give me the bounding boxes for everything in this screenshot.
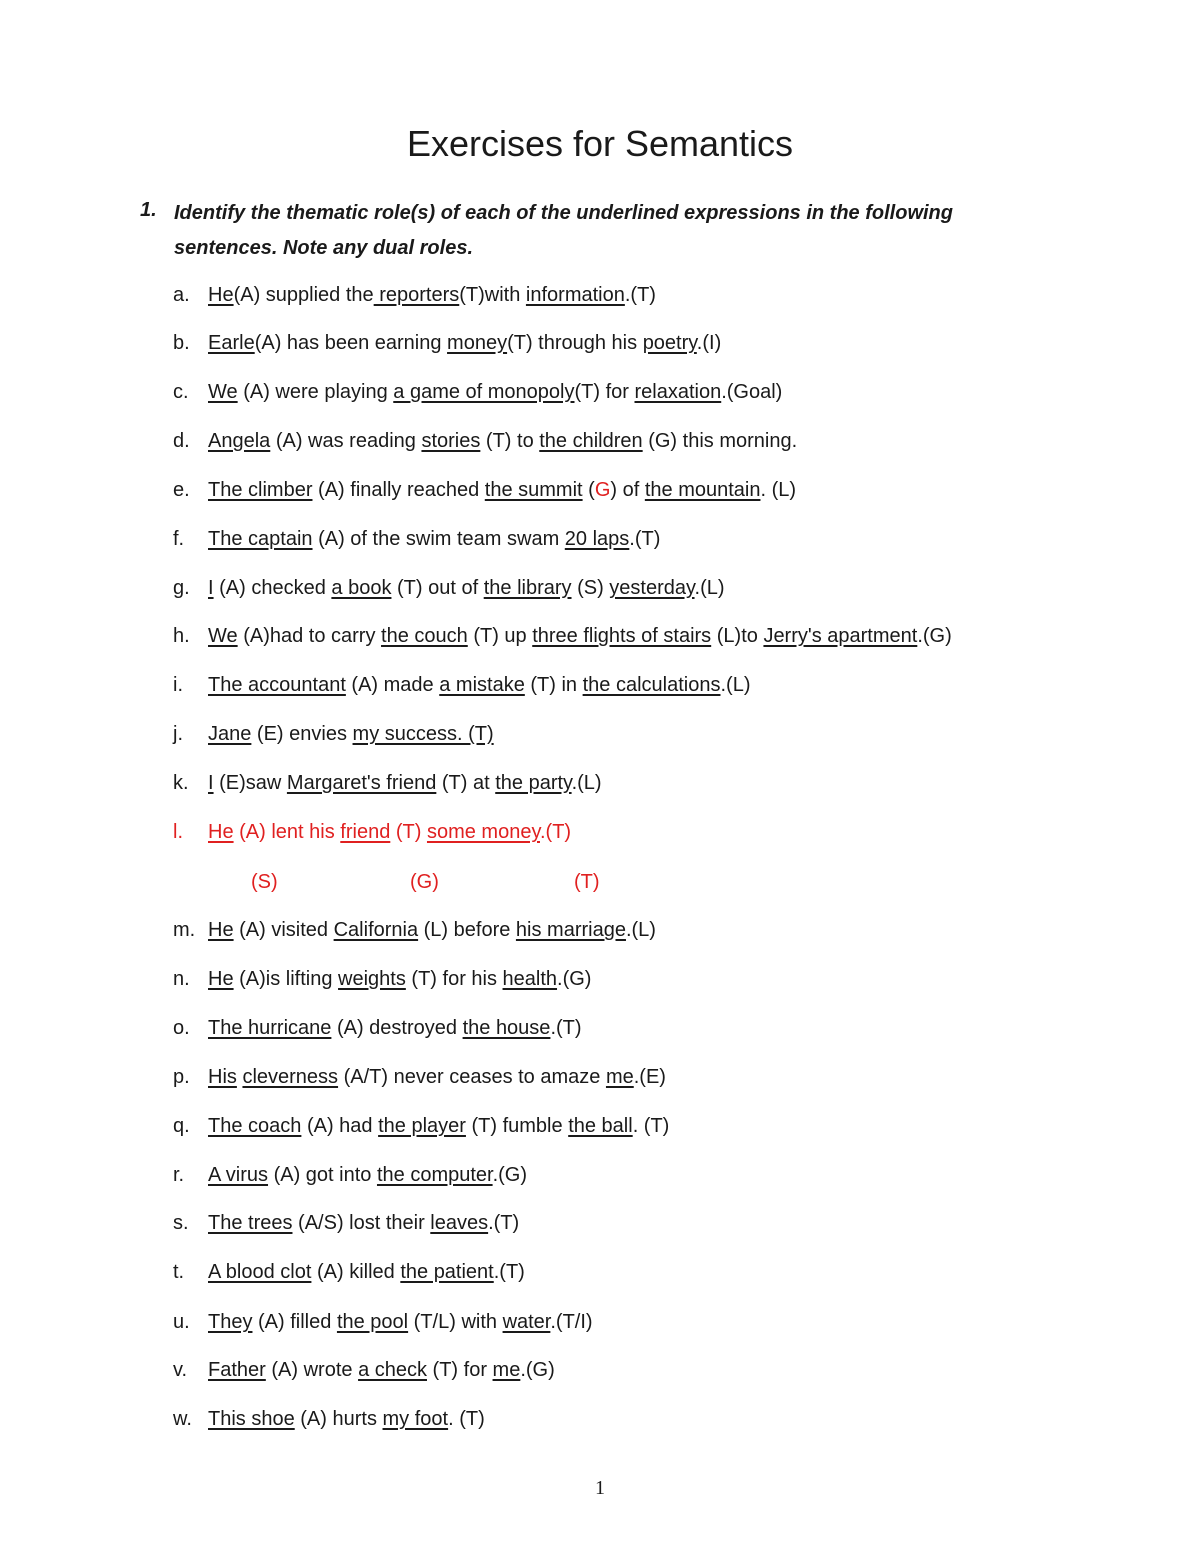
page-number: 1 <box>595 1477 605 1499</box>
underlined-expression: The accountant <box>208 674 346 696</box>
underlined-expression: the calculations <box>582 674 721 696</box>
sentence-text: (G) this morning. <box>642 430 798 452</box>
underlined-expression: I <box>208 577 214 599</box>
sentence-text: (T) fumble <box>465 1115 569 1137</box>
underlined-expression: This shoe <box>208 1408 295 1430</box>
sentence-text: (T) at <box>436 772 496 794</box>
underlined-expression: the couch <box>381 625 468 647</box>
underlined-expression: The coach <box>208 1115 302 1137</box>
underlined-expression: Jane <box>208 723 252 745</box>
exercise-item <box>0 426 1200 456</box>
sentence-text: .(L) <box>694 577 725 599</box>
underlined-expression: yesterday <box>609 577 695 599</box>
sentence-text: (A/S) lost their <box>292 1212 431 1234</box>
sentence-text: (A) had <box>301 1115 379 1137</box>
underlined-expression: His <box>208 1066 237 1088</box>
sentence-text: (A) destroyed <box>331 1017 463 1039</box>
underlined-expression: He <box>208 919 234 941</box>
item-sentence <box>208 1013 582 1043</box>
underlined-expression: the summit <box>484 479 583 501</box>
underlined-expression: the patient <box>400 1261 494 1283</box>
sentence-text: (E) envies <box>251 723 353 745</box>
item-label: c. <box>173 381 189 403</box>
underlined-expression: Father <box>208 1359 266 1381</box>
item-label: a. <box>173 284 190 306</box>
sentence-text: (A) visited <box>233 919 334 941</box>
sentence-text: (T)with <box>459 284 526 306</box>
sentence-text: (E)saw <box>213 772 287 794</box>
exercise-item <box>0 915 1200 945</box>
item-sentence <box>208 1160 527 1190</box>
item-label: r. <box>173 1164 185 1186</box>
underlined-expression: the mountain <box>644 479 761 501</box>
correction-role: (T) <box>574 871 600 893</box>
sentence-text: (A) was reading <box>270 430 422 452</box>
underlined-expression: He <box>208 821 234 843</box>
item-sentence <box>208 719 494 749</box>
item-sentence <box>208 1404 485 1434</box>
sentence-text: (A) hurts <box>294 1408 383 1430</box>
underlined-expression: Jerry's apartment <box>763 625 918 647</box>
sentence-text: (A) supplied the <box>233 284 374 306</box>
underlined-expression: The captain <box>208 528 313 550</box>
sentence-text: (T) for <box>427 1359 493 1381</box>
underlined-expression: the ball <box>568 1115 633 1137</box>
sentence-text: (L) before <box>418 919 516 941</box>
sentence-text: (L)to <box>711 625 764 647</box>
underlined-expression: the pool <box>336 1311 409 1333</box>
exercise-item <box>0 768 1200 798</box>
sentence-text: (A)is lifting <box>233 968 339 990</box>
item-label: q. <box>173 1115 190 1137</box>
item-label: l. <box>173 821 183 843</box>
exercise-item <box>0 1404 1200 1434</box>
sentence-text: (A) finally reached <box>312 479 485 501</box>
underlined-expression: relaxation <box>634 381 722 403</box>
sentence-text: (T) up <box>467 625 533 647</box>
sentence-text: (A) of the swim team swam <box>312 528 565 550</box>
item-sentence <box>208 573 725 603</box>
underlined-expression: A blood clot <box>208 1261 312 1283</box>
sentence-text: .(Goal) <box>721 381 783 403</box>
sentence-text: .(L) <box>625 919 656 941</box>
exercise-item <box>0 719 1200 749</box>
sentence-text: (A) checked <box>213 577 332 599</box>
sentence-text: .(T) <box>624 284 656 306</box>
underlined-expression: He <box>208 284 234 306</box>
item-label: m. <box>173 919 196 941</box>
sentence-text: (T) for his <box>405 968 503 990</box>
underlined-expression: They <box>208 1311 253 1333</box>
sentence-text: .(L) <box>720 674 751 696</box>
item-label: t. <box>173 1261 185 1283</box>
item-sentence <box>208 328 721 358</box>
underlined-expression: a check <box>358 1359 427 1381</box>
item-sentence <box>208 915 656 945</box>
underlined-expression: 20 laps <box>564 528 630 550</box>
underlined-expression: water <box>502 1311 551 1333</box>
underlined-expression: cleverness <box>242 1066 339 1088</box>
underlined-expression: three flights of stairs <box>532 625 712 647</box>
item-sentence <box>208 1111 669 1141</box>
sentence-text: ) of <box>610 479 645 501</box>
underlined-expression: health <box>502 968 558 990</box>
exercise-item <box>0 1307 1200 1337</box>
underlined-expression: A virus <box>208 1164 269 1186</box>
underlined-expression: the children <box>539 430 643 452</box>
item-label: g. <box>173 577 190 599</box>
underlined-expression: The climber <box>208 479 313 501</box>
item-sentence <box>208 1307 593 1337</box>
sentence-text: (A) were playing <box>237 381 394 403</box>
exercise-item <box>0 1160 1200 1190</box>
underlined-expression: The hurricane <box>208 1017 332 1039</box>
exercise-item <box>0 524 1200 554</box>
sentence-text: .(G) <box>520 1359 555 1381</box>
item-label: u. <box>173 1311 190 1333</box>
item-sentence <box>208 524 660 554</box>
item-label: s. <box>173 1212 189 1234</box>
item-sentence <box>208 280 656 310</box>
page-title: Exercises for Semantics <box>406 123 794 164</box>
sentence-text: (T) to <box>480 430 540 452</box>
exercise-item <box>0 1013 1200 1043</box>
question-number: 1. <box>140 199 157 221</box>
sentence-text: .(T) <box>629 528 661 550</box>
exercise-item <box>0 573 1200 603</box>
sentence-text: (S) <box>571 577 610 599</box>
correction-role: (G) <box>410 871 439 893</box>
sentence-text: .(I) <box>696 332 722 354</box>
item-sentence <box>208 426 797 456</box>
exercise-item <box>0 475 1200 505</box>
underlined-expression: a game of monopoly <box>393 381 575 403</box>
underlined-expression: a mistake <box>439 674 525 696</box>
exercise-item <box>0 1111 1200 1141</box>
sentence-text: . (T) <box>632 1115 670 1137</box>
underlined-expression: friend <box>340 821 391 843</box>
item-label: i. <box>173 674 183 696</box>
sentence-text: .(T) <box>539 821 572 843</box>
underlined-expression: my foot <box>382 1408 449 1430</box>
sentence-text: (T) out of <box>391 577 484 599</box>
underlined-expression: The trees <box>208 1212 293 1234</box>
exercise-item <box>0 1355 1200 1385</box>
sentence-text: (A) has been earning <box>254 332 448 354</box>
sentence-text: .(E) <box>633 1066 666 1088</box>
item-sentence <box>208 1208 519 1238</box>
item-label: n. <box>173 968 190 990</box>
sentence-text: (A)had to carry <box>237 625 382 647</box>
question-text: Identify the thematic role(s) of each of the underlined expressions in the following sentences. Note any dual roles. <box>174 202 953 259</box>
underlined-expression: the player <box>378 1115 466 1137</box>
underlined-expression: money <box>447 332 508 354</box>
exercise-item <box>0 670 1200 700</box>
exercise-item <box>0 621 1200 651</box>
sentence-text: .(T) <box>550 1017 582 1039</box>
sentence-text: ( <box>582 479 595 501</box>
sentence-text: (T) in <box>524 674 583 696</box>
sentence-text: .(T) <box>488 1212 520 1234</box>
item-sentence <box>208 377 782 407</box>
sentence-text: .(T) <box>493 1261 525 1283</box>
item-sentence <box>208 621 952 651</box>
underlined-expression: the library <box>483 577 572 599</box>
exercise-item <box>0 1208 1200 1238</box>
item-sentence <box>208 1257 525 1287</box>
underlined-expression: poetry <box>642 332 697 354</box>
underlined-expression: the house <box>462 1017 551 1039</box>
underlined-expression: California <box>333 919 419 941</box>
underlined-expression: the party <box>495 772 572 794</box>
item-label: j. <box>173 723 183 745</box>
item-label: b. <box>173 332 190 354</box>
sentence-text: (A) got into <box>268 1164 377 1186</box>
exercise-item <box>0 280 1200 310</box>
item-label: p. <box>173 1066 190 1088</box>
underlined-expression: leaves <box>430 1212 489 1234</box>
underlined-expression: me <box>605 1066 634 1088</box>
item-label: w. <box>173 1408 192 1430</box>
underlined-expression: his marriage <box>515 919 626 941</box>
item-sentence <box>208 768 602 798</box>
sentence-text: .(L) <box>571 772 602 794</box>
underlined-expression: He <box>208 968 234 990</box>
underlined-expression: We <box>208 381 238 403</box>
item-label: k. <box>173 772 189 794</box>
sentence-text: .(G) <box>557 968 592 990</box>
underlined-expression: stories <box>421 430 481 452</box>
sentence-text: G <box>594 479 611 501</box>
sentence-text: (A) wrote <box>265 1359 359 1381</box>
exercise-item <box>0 377 1200 407</box>
correction-role: (S) <box>251 871 278 893</box>
item-label: f. <box>173 528 185 550</box>
item-label: e. <box>173 479 190 501</box>
sentence-text: (A) lent his <box>233 821 341 843</box>
underlined-expression: We <box>208 625 238 647</box>
sentence-text: (T) <box>390 821 427 843</box>
item-sentence <box>208 1062 666 1092</box>
sentence-text: . (L) <box>760 479 797 501</box>
item-label: o. <box>173 1017 190 1039</box>
sentence-text: (T/L) with <box>408 1311 503 1333</box>
underlined-expression: Angela <box>208 430 271 452</box>
sentence-text: (A) killed <box>311 1261 401 1283</box>
sentence-text: (T) for <box>574 381 635 403</box>
item-sentence <box>208 964 591 994</box>
sentence-text: .(G) <box>492 1164 528 1186</box>
item-label: d. <box>173 430 190 452</box>
exercise-item <box>0 1062 1200 1092</box>
exercise-item <box>0 964 1200 994</box>
sentence-text: (A) filled <box>252 1311 337 1333</box>
exercise-item <box>0 1257 1200 1287</box>
exercise-item <box>0 328 1200 358</box>
exercise-item <box>0 817 1200 847</box>
item-sentence <box>208 475 796 505</box>
item-label: h. <box>173 625 190 647</box>
underlined-expression: the computer <box>376 1164 493 1186</box>
item-sentence <box>208 670 750 700</box>
underlined-expression: a book <box>331 577 392 599</box>
item-sentence <box>208 817 571 847</box>
sentence-text: .(T/I) <box>550 1311 593 1333</box>
underlined-expression: some money <box>426 821 540 843</box>
sentence-text: . (T) <box>448 1408 485 1430</box>
item-sentence <box>208 1355 555 1385</box>
underlined-expression: weights <box>338 968 406 990</box>
underlined-expression: me <box>492 1359 521 1381</box>
sentence-text: .(G) <box>917 625 952 647</box>
sentence-text: (T) through his <box>507 332 643 354</box>
underlined-expression: Margaret's friend <box>286 772 437 794</box>
underlined-expression: reporters <box>373 284 460 306</box>
underlined-expression: my success. (T) <box>352 723 494 745</box>
item-label: v. <box>173 1359 188 1381</box>
underlined-expression: information <box>525 284 625 306</box>
underlined-expression: Earle <box>208 332 255 354</box>
sentence-text: (A) made <box>345 674 440 696</box>
sentence-text: (A/T) never ceases to amaze <box>338 1066 606 1088</box>
underlined-expression: I <box>208 772 214 794</box>
